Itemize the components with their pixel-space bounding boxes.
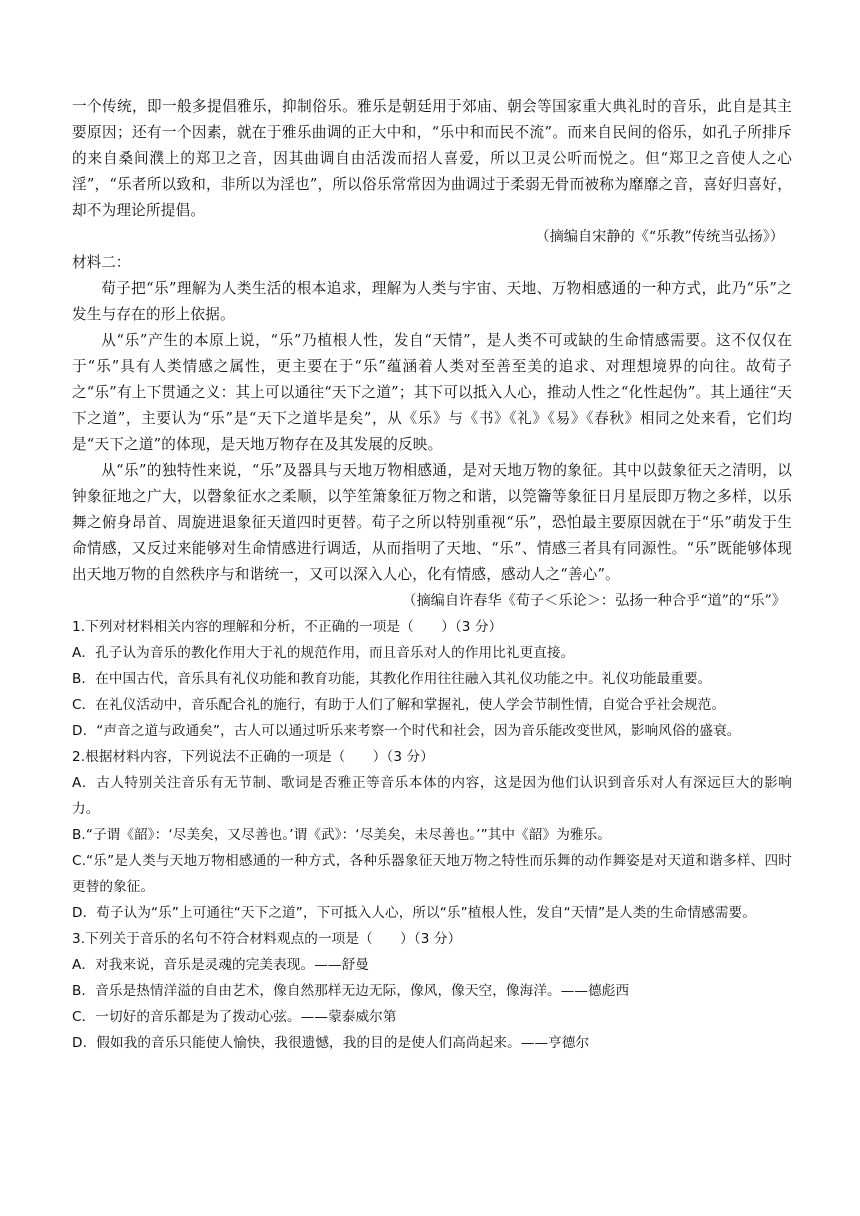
material-two-label: 材料二： — [72, 254, 131, 271]
option-d: D．荀子认为“乐”上可通往“天下之道”，下可抵入人心，所以“乐”植根人性，发自“天情”是人类的生命情感需要。 — [72, 905, 756, 921]
material-two-paragraph: 从“乐”产生的本原上说，“乐”乃植根人性，发自“天情”，是人类不可或缺的生命情感需要。这不仅仅在于“乐”具有人类情感之属性，更主要在于“乐”蕴涵着人类对至善至美的追求、对理想境界的向往。故荀子之“乐”有上下贯通之义：其上可以通往“天下之道”；其下可以抵入人心，推动人性之“化性起伪”。其上通往“天下之道”，主要认为“乐”是“天下之道毕是矣”，从《乐》与《书》《礼》《易》《春秋》相同之处来看，它们均是“天下之道”的体现，是天地万物存在及其发展的反映。 — [72, 332, 792, 453]
question-stem: 2.根据材料内容，下列说法不正确的一项是（ ）（3 分） — [72, 749, 434, 765]
option-b: B．在中国古代，音乐具有礼仪功能和教育功能，其教化作用往往融入其礼仪功能之中。礼仪功能最重要。 — [72, 671, 712, 687]
question-one — [72, 614, 792, 744]
option-c: C．在礼仪活动中，音乐配合礼的施行，有助于人们了解和掌握礼，使人学会节制性情，自觉合乎社会规范。 — [72, 697, 726, 713]
material-two-source: （摘编自许春华《荀子＜乐论＞：弘扬一种合乎“道”的“乐”》 — [402, 593, 786, 609]
option-b: B．音乐是热情洋溢的自由艺术，像自然那样无边无际，像风，像天空，像海洋。——德彪西 — [72, 983, 630, 999]
question-two — [72, 744, 792, 926]
material-two-paragraph: 从“乐”的独特性来说，“乐”及器具与天地万物相感通，是对天地万物的象征。其中以鼓象征天之清明，以钟象征地之广大，以磬象征水之柔顺，以竽笙箫象征万物之和谐，以筦籥等象征日月星辰即万物之多样，以乐舞之俯身昂首、周旋进退象征天道四时更替。荀子之所以特别重视“乐”，恐怕最主要原因就在于“乐”萌发于生命情感，又反过来能够对生命情感进行调适，从而指明了天地、“乐”、情感三者具有同源性。“乐”既能够体现出天地万物的自然秩序与和谐统一，又可以深入人心，化有情感，感动人之“善心”。 — [72, 462, 792, 583]
exam-page — [72, 94, 792, 1056]
question-three — [72, 926, 792, 1056]
option-d: D．假如我的音乐只能使人愉快，我很遗憾，我的目的是使人们高尚起来。——亨德尔 — [72, 1035, 590, 1051]
option-d: D．“声音之道与政通矣”，古人可以通过听乐来考察一个时代和社会，因为音乐能改变世风，影响风俗的盛衰。 — [72, 723, 741, 739]
question-stem: 1.下列对材料相关内容的理解和分析，不正确的一项是（ ）（3 分） — [72, 619, 503, 635]
option-b: B.“子谓《韶》：‘尽美矣，又尽善也。’谓《武》：‘尽美矣，未尽善也。’”其中《韶》为雅乐。 — [72, 827, 611, 843]
option-a: A．对我来说，音乐是灵魂的完美表现。——舒曼 — [72, 957, 369, 973]
material-one-section — [72, 94, 792, 250]
question-stem: 3.下列关于音乐的名句不符合材料观点的一项是（ ）（3 分） — [72, 931, 462, 947]
material-one-source: （摘编自宋静的《“乐教”传统当弘扬》） — [535, 229, 784, 245]
material-two-paragraph: 荀子把“乐”理解为人类生活的根本追求，理解为人类与宇宙、天地、万物相感通的一种方式，此乃“乐”之发生与存在的形上依据。 — [72, 280, 792, 323]
option-c: C.“乐”是人类与天地万物相感通的一种方式，各种乐器象征天地万物之特性而乐舞的动作舞姿是对天道和谐多样、四时更替的象征。 — [72, 853, 792, 895]
option-c: C．一切好的音乐都是为了拨动心弦。——蒙泰威尔第 — [72, 1009, 397, 1025]
material-two-section — [72, 250, 792, 614]
option-a: A．孔子认为音乐的教化作用大于礼的规范作用，而且音乐对人的作用比礼更直接。 — [72, 645, 575, 661]
material-one-continuation: 一个传统，即一般多提倡雅乐，抑制俗乐。雅乐是朝廷用于郊庙、朝会等国家重大典礼时的音乐，此自是其主要原因；还有一个因素，就在于雅乐曲调的正大中和，“乐中和而民不流”。而来自民间的俗乐，如孔子所排斥的来自桑间濮上的郑卫之音，因其曲调自由活泼而招人喜爱，所以卫灵公听而悦之。但“郑卫之音使人之心淫”，“乐者所以致和，非所以为淫也”，所以俗乐常常因为曲调过于柔弱无骨而被称为靡靡之音，喜好归喜好，却不为理论所提倡。 — [72, 98, 792, 219]
option-a: A．古人特别关注音乐有无节制、歌词是否雅正等音乐本体的内容，这是因为他们认识到音乐对人有深远巨大的影响力。 — [72, 775, 792, 817]
